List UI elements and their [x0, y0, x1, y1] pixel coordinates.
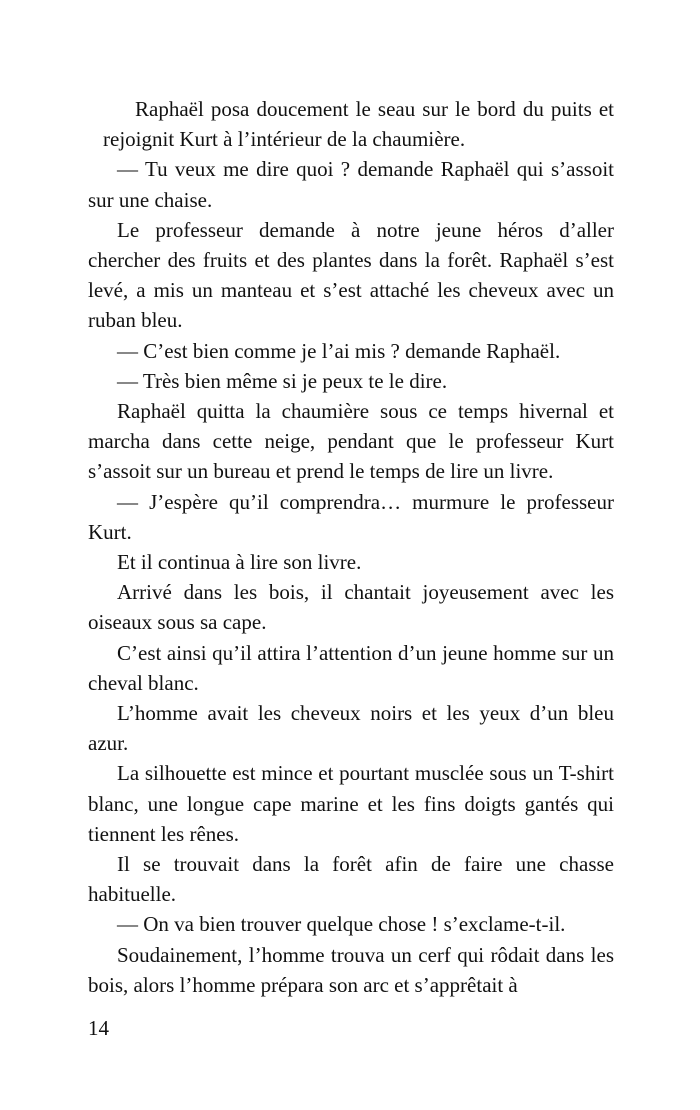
page-number: 14	[88, 1016, 109, 1040]
paragraph-1: Raphaël posa doucement le seau sur le bord du puits et rejoignit Kurt à l’intérieur de la chaumière.	[103, 97, 614, 152]
paragraph-15: Soudainement, l’homme trouva un cerf qui rôdait dans les bois, alors l’homme prépara son arc et s’apprêtait à	[88, 942, 614, 997]
paragraph-8: Et il continua à lire son livre.	[117, 550, 362, 575]
paragraph-2: — Tu veux me dire quoi ? demande Raphaël qui s’assoit sur une chaise.	[88, 157, 614, 212]
body-text	[88, 94, 614, 1000]
paragraph-9: Arrivé dans les bois, il chantait joyeusement avec les oiseaux sous sa cape.	[88, 580, 614, 635]
paragraph-7: — J’espère qu’il comprendra… murmure le professeur Kurt.	[88, 489, 614, 544]
paragraph-12: La silhouette est mince et pourtant musclée sous un T-shirt blanc, une longue cape marine et les fins doigts gantés qui tiennent les rênes.	[88, 761, 614, 846]
paragraph-6: Raphaël quitta la chaumière sous ce temps hivernal et marcha dans cette neige, pendant que le professeur Kurt s’assoit sur un bureau et prend le temps de lire un livre.	[88, 399, 614, 484]
paragraph-5: — Très bien même si je peux te le dire.	[117, 368, 448, 393]
paragraph-14: — On va bien trouver quelque chose ! s’exclame-t-il.	[117, 912, 566, 937]
paragraph-13: Il se trouvait dans la forêt afin de faire une chasse habituelle.	[88, 852, 614, 907]
paragraph-3: Le professeur demande à notre jeune héros d’aller chercher des fruits et des plantes dans la forêt. Raphaël s’est levé, a mis un manteau et s’est attaché les cheveux avec un ruban bleu.	[88, 217, 614, 333]
paragraph-11: L’homme avait les cheveux noirs et les yeux d’un bleu azur.	[88, 701, 614, 756]
paragraph-10: C’est ainsi qu’il attira l’attention d’un jeune homme sur un cheval blanc.	[88, 640, 614, 695]
paragraph-4: — C’est bien comme je l’ai mis ? demande Raphaël.	[117, 338, 561, 363]
